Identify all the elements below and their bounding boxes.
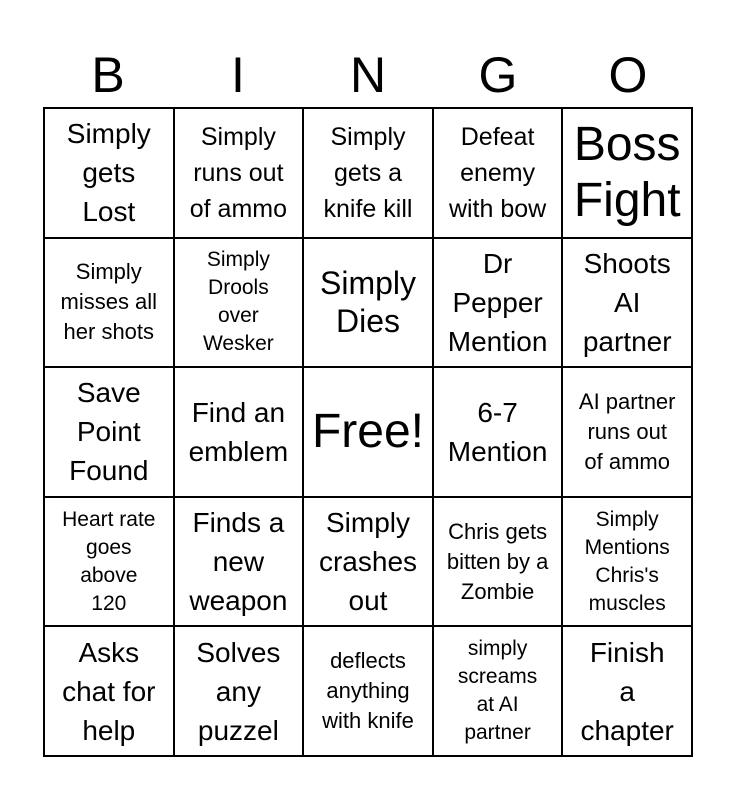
- cell-text: Simply misses all her shots: [60, 259, 158, 345]
- bingo-board: [43, 107, 693, 757]
- cell-text: Heart rate goes above 120: [62, 507, 156, 615]
- bingo-cell[interactable]: [562, 238, 692, 368]
- cell-text: Simply gets Lost: [66, 118, 151, 228]
- cell-text: Simply runs out of ammo: [189, 122, 288, 223]
- cell-text: Finds a new weapon: [189, 507, 288, 617]
- bingo-header: [43, 42, 693, 108]
- bingo-cell[interactable]: [44, 497, 174, 627]
- bingo-cell[interactable]: [303, 497, 433, 627]
- bingo-cell[interactable]: [562, 497, 692, 627]
- cell-text: Save Point Found: [69, 377, 149, 487]
- cell-text: AI partner runs out of ammo: [578, 388, 676, 474]
- cell-text: Free!: [311, 404, 424, 458]
- bingo-cell[interactable]: [44, 238, 174, 368]
- bingo-cell[interactable]: [174, 497, 304, 627]
- cell-text: Boss Fight: [573, 117, 681, 227]
- bingo-cell[interactable]: [303, 108, 433, 238]
- cell-text: Finish a chapter: [580, 636, 674, 746]
- bingo-cell[interactable]: [433, 497, 563, 627]
- cell-text: Simply gets a knife kill: [323, 122, 413, 223]
- bingo-cell[interactable]: [174, 626, 304, 756]
- cell-text: Dr Pepper Mention: [447, 247, 548, 357]
- bingo-cell[interactable]: [562, 108, 692, 238]
- cell-text: Asks chat for help: [62, 636, 156, 746]
- cell-text: Chris gets bitten by a Zombie: [446, 518, 549, 604]
- bingo-cell[interactable]: [303, 238, 433, 368]
- header-letter-o: O: [608, 47, 648, 103]
- bingo-cell[interactable]: [433, 367, 563, 497]
- cell-text: deflects anything with knife: [322, 648, 414, 734]
- header-letter-g: G: [478, 47, 518, 103]
- bingo-cell[interactable]: [562, 626, 692, 756]
- bingo-cell[interactable]: [433, 108, 563, 238]
- cell-text: Simply Dies: [319, 265, 416, 340]
- header-letter-n: N: [349, 47, 387, 103]
- cell-text: simply screams at AI partner: [457, 637, 538, 745]
- bingo-cell[interactable]: [44, 367, 174, 497]
- cell-text: Simply Drools over Wesker: [202, 248, 274, 356]
- cell-text: Defeat enemy with bow: [448, 122, 547, 223]
- bingo-cell[interactable]: [303, 626, 433, 756]
- cell-text: Simply crashes out: [318, 507, 418, 617]
- bingo-cell[interactable]: [433, 238, 563, 368]
- cell-text: Simply Mentions Chris's muscles: [584, 507, 670, 615]
- bingo-cell[interactable]: [174, 367, 304, 497]
- header-letter-b: B: [91, 47, 125, 103]
- bingo-cell[interactable]: [174, 238, 304, 368]
- bingo-cell[interactable]: [44, 626, 174, 756]
- bingo-cell[interactable]: [44, 108, 174, 238]
- cell-text: Solves any puzzel: [196, 636, 281, 746]
- free-space[interactable]: [303, 367, 433, 497]
- bingo-cell[interactable]: [562, 367, 692, 497]
- cell-text: Find an emblem: [188, 396, 289, 467]
- header-letter-i: I: [231, 47, 245, 103]
- bingo-cell[interactable]: [174, 108, 304, 238]
- cell-text: Shoots AI partner: [582, 247, 672, 357]
- bingo-cell[interactable]: [433, 626, 563, 756]
- cell-text: 6-7 Mention: [447, 396, 548, 467]
